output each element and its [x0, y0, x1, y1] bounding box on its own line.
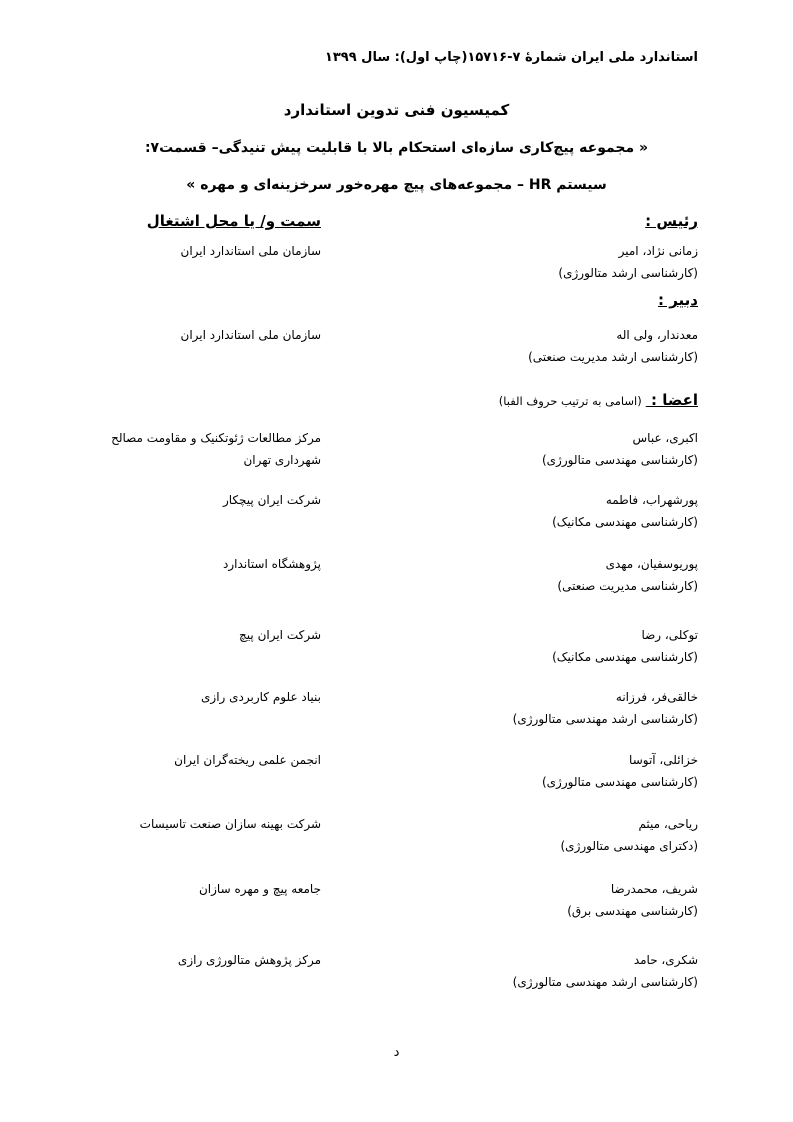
member-entry [508, 553, 698, 597]
member-degree: (کارشناسی مهندسی متالورژی) [541, 775, 698, 789]
secretary-name: معدندار، ولی اله [616, 328, 698, 342]
member-degree: (کارشناسی مهندسی برق) [567, 904, 698, 918]
member-degree: (کارشناسی ارشد مهندسی متالورژی) [512, 712, 698, 726]
member-entry [508, 489, 698, 533]
secretary-affiliation: سازمان ملی استاندارد ایران [180, 328, 321, 342]
member-entry [508, 427, 698, 471]
member-affiliation: انجمن علمی ریخته‌گران ایران [174, 753, 321, 767]
member-name: ریاحی، میثم [638, 817, 698, 831]
member-affiliation: شرکت ایران پیچ [239, 628, 321, 642]
member-affiliation: جامعه پیچ و مهره سازان [198, 882, 321, 896]
page-number: د [393, 1045, 400, 1060]
commission-title: کمیسیون فنی تدوین استاندارد [283, 101, 510, 119]
member-degree: (کارشناسی مهندسی مکانیک) [552, 650, 698, 664]
member-affiliation: مرکز پژوهش متالورژی رازی [177, 953, 321, 967]
member-name: پورشهراب، فاطمه [605, 493, 698, 507]
chair-name: زمانی نژاد، امیر [618, 244, 698, 258]
member-entry [508, 686, 698, 730]
member-degree: (کارشناسی مهندسی متالورژی) [541, 453, 698, 467]
member-name: شکری، حامد [633, 953, 698, 967]
secretary-heading: دبیر : [657, 291, 698, 309]
member-name: توکلی، رضا [641, 628, 698, 642]
member-affiliation: مرکز مطالعات ژئوتکنیک و مقاومت مصالح شهرداری تهران [111, 431, 321, 467]
member-affiliation: شرکت ایران پیچکار [222, 493, 321, 507]
member-affiliation: بنیاد علوم کاربردی رازی [201, 690, 321, 704]
member-name: اکبری، عباس [632, 431, 698, 445]
affiliation-column-header: سمت و/ یا محل اشتغال [146, 212, 321, 230]
standard-title-line-2: سیستم HR – مجموعه‌های پیچ مهره‌خور سرخزینه‌ای و مهره » [186, 177, 607, 193]
chair-heading: رئیس : [645, 212, 698, 230]
member-degree: (کارشناسی ارشد مهندسی متالورژی) [512, 975, 698, 989]
members-heading [499, 391, 698, 409]
members-order-note: (اسامی به ترتیب حروف الفبا) [498, 394, 642, 408]
chair-affiliation: سازمان ملی استاندارد ایران [180, 244, 321, 258]
member-name: شریف، محمدرضا [610, 882, 698, 896]
members-heading-label: اعضا : [650, 391, 698, 409]
member-entry [508, 949, 698, 993]
member-name: پوریوسفیان، مهدی [605, 557, 698, 571]
document-header: استاندارد ملی ایران شمارۀ ۷-۱۵۷۱۶(چاپ اول): سال ۱۳۹۹ [324, 50, 698, 65]
member-name: خزائلی، آتوسا [629, 753, 698, 767]
secretary-degree: (کارشناسی ارشد مدیریت صنعتی) [528, 350, 698, 364]
member-degree: (دکترای مهندسی متالورژی) [560, 839, 698, 853]
member-affiliation: پژوهشگاه استاندارد [223, 557, 321, 571]
chair-degree: (کارشناسی ارشد متالورژی) [558, 266, 698, 280]
standard-title-line-1: « مجموعه پیچ‌کاری سازه‌ای استحکام بالا با قابلیت پیش تنیدگی– قسمت۷: [144, 140, 649, 156]
member-affiliation: شرکت بهینه سازان صنعت تاسیسات [139, 817, 321, 831]
member-degree: (کارشناسی مدیریت صنعتی) [557, 579, 698, 593]
chair-entry [508, 240, 698, 284]
member-entry [508, 749, 698, 793]
member-name: خالقی‌فر، فرزانه [615, 690, 698, 704]
member-entry [508, 813, 698, 857]
member-entry [508, 878, 698, 922]
secretary-entry [508, 324, 698, 368]
member-entry [508, 624, 698, 668]
member-degree: (کارشناسی مهندسی مکانیک) [552, 515, 698, 529]
